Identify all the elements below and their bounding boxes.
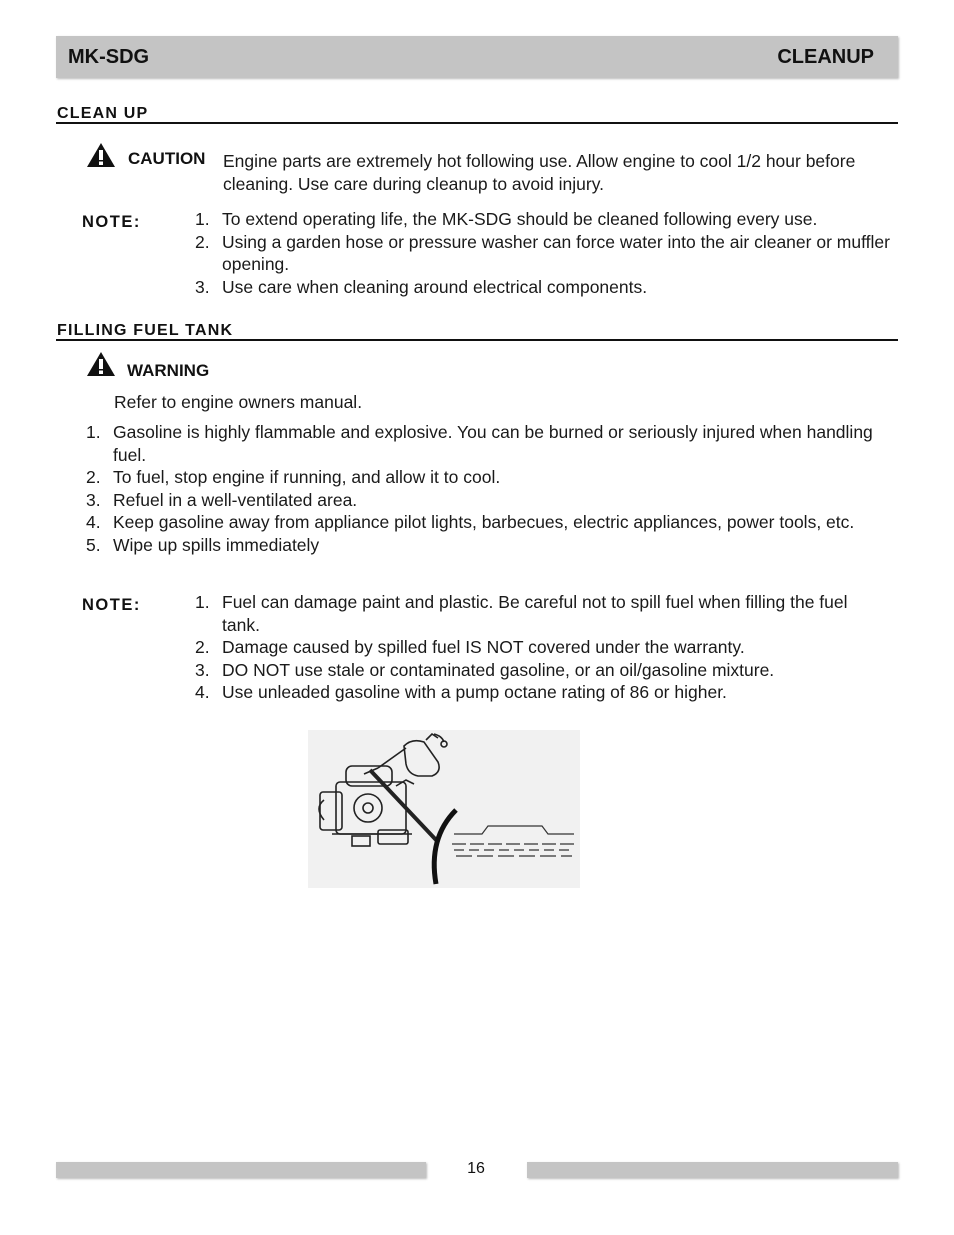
- list-item: 3. Use care when cleaning around electrical components.: [195, 276, 648, 297]
- list-item: 1. Fuel can damage paint and plastic. Be careful not to spill fuel when filling the fuel tank.: [195, 592, 848, 635]
- fuel-notes-list: [195, 591, 855, 704]
- clean-up-heading: CLEAN UP: [57, 105, 149, 122]
- clean-up-notes-list: [195, 208, 890, 298]
- filling-fuel-tank-rule: [56, 339, 898, 341]
- filling-fuel-tank-heading: FILLING FUEL TANK: [57, 322, 234, 339]
- list-item: 4. Use unleaded gasoline with a pump octane rating of 86 or higher.: [195, 682, 727, 702]
- caution-text: Engine parts are extremely hot following use. Allow engine to cool 1/2 hour before cleaning. Use care during cleanup to avoid injury.: [223, 151, 856, 194]
- list-item: 4. Keep gasoline away from appliance pilot lights, barbecues, electric appliances, power tools, etc.: [86, 512, 855, 532]
- list-item: 2. Damage caused by spilled fuel IS NOT covered under the warranty.: [195, 637, 745, 657]
- caution-warning-icon: [86, 142, 116, 168]
- footer-bar-left: [56, 1162, 426, 1178]
- list-item: 5. Wipe up spills immediately: [86, 534, 320, 555]
- list-item: 2. Using a garden hose or pressure washer can force water into the air cleaner or muffler opening.: [195, 231, 890, 274]
- model-title: MK-SDG: [68, 46, 150, 68]
- fuel-warnings-list: [86, 421, 876, 556]
- list-item: 1. Gasoline is highly flammable and explosive. You can be burned or seriously injured when handling fuel.: [86, 422, 873, 465]
- footer-bar-right: [527, 1162, 898, 1178]
- list-item: 2. To fuel, stop engine if running, and allow it to cool.: [86, 467, 501, 487]
- warning-icon: [86, 351, 116, 377]
- list-item: 3. Refuel in a well-ventilated area.: [86, 489, 358, 510]
- section-title: CLEANUP: [777, 46, 874, 68]
- header-bar: [56, 36, 898, 78]
- fuel-note-label: NOTE:: [82, 596, 141, 614]
- clean-up-rule: [56, 122, 898, 124]
- list-item: 3. DO NOT use stale or contaminated gasoline, or an oil/gasoline mixture.: [195, 659, 775, 680]
- page-number: 16: [467, 1160, 485, 1177]
- clean-up-note-label: NOTE:: [82, 213, 141, 231]
- caution-label: CAUTION: [128, 149, 206, 168]
- warning-intro: Refer to engine owners manual.: [114, 392, 363, 412]
- warning-label: WARNING: [127, 361, 210, 380]
- refueling-illustration: [308, 730, 580, 888]
- list-item: 1. To extend operating life, the MK-SDG should be cleaned following every use.: [195, 209, 818, 229]
